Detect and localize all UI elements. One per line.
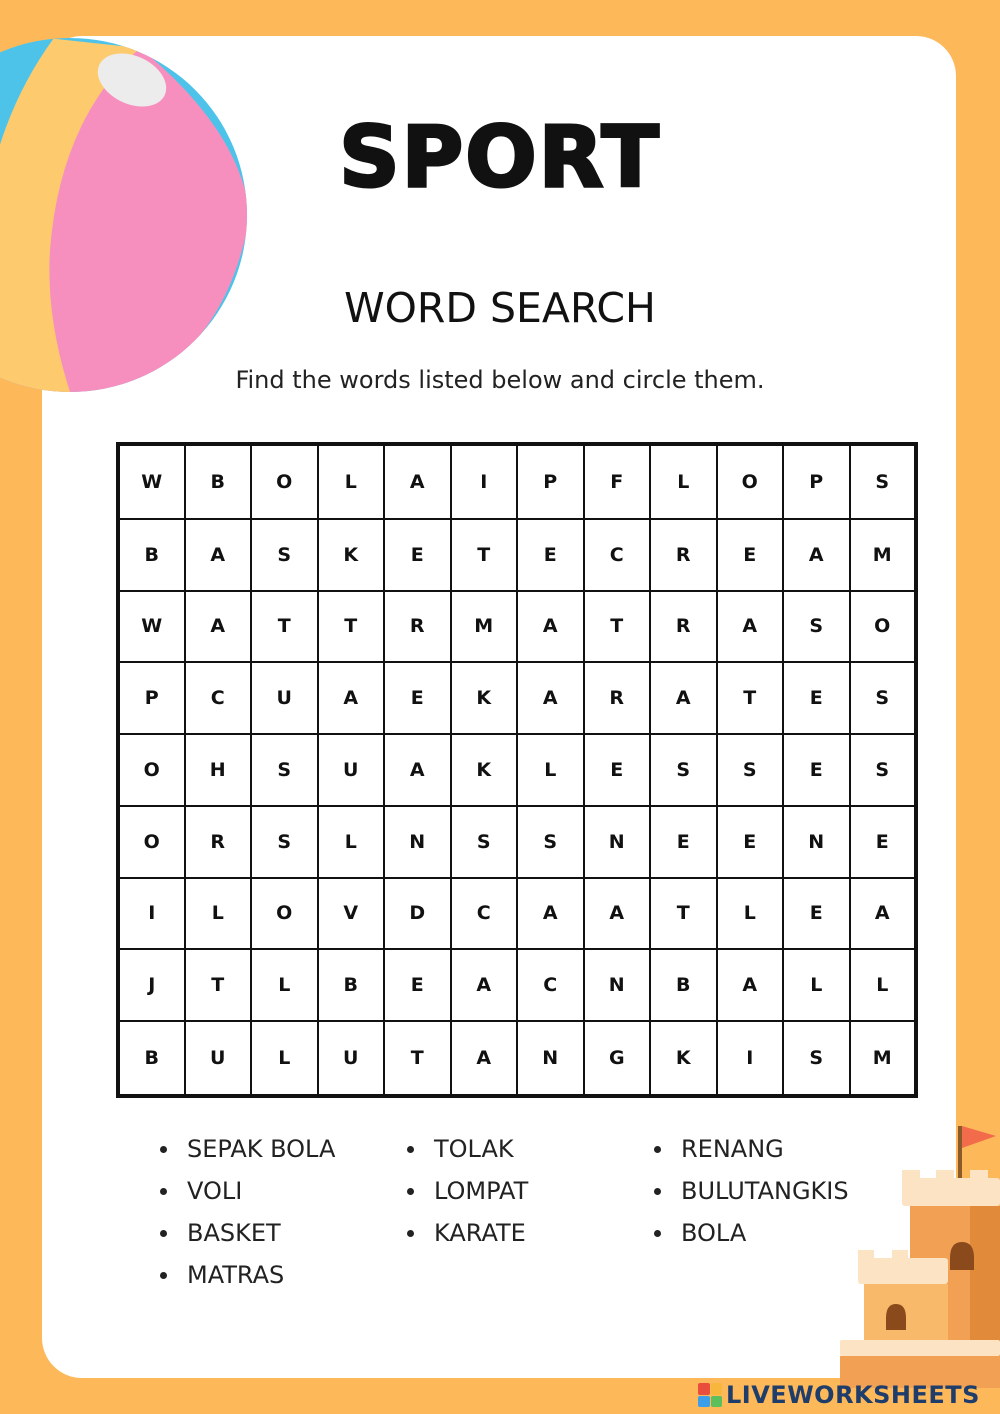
page-title: SPORT bbox=[339, 108, 661, 206]
grid-cell[interactable]: S bbox=[650, 734, 717, 806]
grid-cell[interactable]: S bbox=[850, 662, 917, 734]
grid-cell[interactable]: E bbox=[584, 734, 651, 806]
grid-cell[interactable]: T bbox=[584, 591, 651, 663]
grid-cell[interactable]: R bbox=[384, 591, 451, 663]
grid-cell[interactable]: M bbox=[850, 1021, 917, 1096]
bullet-icon bbox=[407, 1146, 414, 1153]
grid-cell[interactable]: A bbox=[451, 1021, 518, 1096]
grid-cell[interactable]: S bbox=[783, 1021, 850, 1096]
grid-cell[interactable]: S bbox=[251, 806, 318, 878]
grid-cell[interactable]: L bbox=[251, 1021, 318, 1096]
grid-cell[interactable]: O bbox=[717, 444, 784, 519]
grid-cell[interactable]: T bbox=[650, 878, 717, 950]
grid-cell[interactable]: B bbox=[118, 1021, 185, 1096]
grid-row bbox=[118, 519, 916, 591]
word-list-item: KARATE bbox=[407, 1212, 654, 1254]
grid-cell[interactable]: T bbox=[717, 662, 784, 734]
grid-row bbox=[118, 444, 916, 519]
grid-cell[interactable]: T bbox=[384, 1021, 451, 1096]
grid-cell[interactable]: K bbox=[451, 662, 518, 734]
grid-cell[interactable]: R bbox=[650, 591, 717, 663]
bullet-icon bbox=[654, 1146, 661, 1153]
grid-cell[interactable]: T bbox=[451, 519, 518, 591]
grid-cell[interactable]: A bbox=[584, 878, 651, 950]
grid-cell[interactable]: U bbox=[251, 662, 318, 734]
grid-cell[interactable]: E bbox=[384, 949, 451, 1021]
bullet-icon bbox=[654, 1188, 661, 1195]
grid-cell[interactable]: G bbox=[584, 1021, 651, 1096]
grid-cell[interactable]: C bbox=[185, 662, 252, 734]
grid-cell[interactable]: L bbox=[850, 949, 917, 1021]
grid-cell[interactable]: L bbox=[185, 878, 252, 950]
grid-cell[interactable]: D bbox=[384, 878, 451, 950]
grid-cell[interactable]: O bbox=[251, 444, 318, 519]
grid-cell[interactable]: A bbox=[517, 662, 584, 734]
grid-row bbox=[118, 1021, 916, 1096]
word-list-item: LOMPAT bbox=[407, 1170, 654, 1212]
grid-cell[interactable]: O bbox=[850, 591, 917, 663]
word-list bbox=[160, 1128, 900, 1298]
grid-cell[interactable]: S bbox=[517, 806, 584, 878]
grid-cell[interactable]: A bbox=[185, 519, 252, 591]
word-list-item: BASKET bbox=[160, 1212, 407, 1254]
grid-cell[interactable]: B bbox=[118, 519, 185, 591]
grid-cell[interactable]: T bbox=[185, 949, 252, 1021]
grid-cell[interactable]: E bbox=[717, 519, 784, 591]
grid-cell[interactable]: S bbox=[251, 734, 318, 806]
grid-cell[interactable]: T bbox=[318, 591, 385, 663]
grid-cell[interactable]: L bbox=[650, 444, 717, 519]
word-list-item: VOLI bbox=[160, 1170, 407, 1212]
grid-cell[interactable]: E bbox=[384, 662, 451, 734]
grid-cell[interactable]: P bbox=[783, 444, 850, 519]
grid-cell[interactable]: L bbox=[717, 878, 784, 950]
grid-cell[interactable]: L bbox=[783, 949, 850, 1021]
watermark-text: LIVEWORKSHEETS bbox=[726, 1381, 980, 1409]
grid-cell[interactable]: S bbox=[783, 591, 850, 663]
beach-ball-icon bbox=[0, 0, 260, 420]
grid-cell[interactable]: K bbox=[451, 734, 518, 806]
bullet-icon bbox=[407, 1230, 414, 1237]
bullet-icon bbox=[160, 1230, 167, 1237]
grid-row bbox=[118, 878, 916, 950]
grid-cell[interactable]: A bbox=[517, 878, 584, 950]
grid-cell[interactable]: E bbox=[650, 806, 717, 878]
grid-cell[interactable]: E bbox=[783, 662, 850, 734]
grid-cell[interactable]: A bbox=[783, 519, 850, 591]
grid-cell[interactable]: N bbox=[584, 806, 651, 878]
grid-cell[interactable]: I bbox=[118, 878, 185, 950]
grid-cell[interactable]: I bbox=[717, 1021, 784, 1096]
grid-cell[interactable]: C bbox=[451, 878, 518, 950]
grid-cell[interactable]: N bbox=[783, 806, 850, 878]
word-list-item: SEPAK BOLA bbox=[160, 1128, 407, 1170]
grid-cell[interactable]: W bbox=[118, 444, 185, 519]
grid-cell[interactable]: A bbox=[717, 949, 784, 1021]
grid-cell[interactable]: A bbox=[384, 444, 451, 519]
grid-cell[interactable]: S bbox=[850, 444, 917, 519]
grid-cell[interactable]: P bbox=[118, 662, 185, 734]
grid-cell[interactable]: E bbox=[517, 519, 584, 591]
grid-cell[interactable]: B bbox=[185, 444, 252, 519]
grid-cell[interactable]: L bbox=[318, 444, 385, 519]
word-list-item: RENANG bbox=[654, 1128, 900, 1170]
word-search-grid[interactable] bbox=[116, 442, 918, 1098]
grid-cell[interactable]: H bbox=[185, 734, 252, 806]
grid-cell[interactable]: B bbox=[318, 949, 385, 1021]
grid-cell[interactable]: K bbox=[318, 519, 385, 591]
grid-cell[interactable]: N bbox=[384, 806, 451, 878]
grid-cell[interactable]: P bbox=[517, 444, 584, 519]
grid-cell[interactable]: U bbox=[185, 1021, 252, 1096]
grid-cell[interactable]: R bbox=[650, 519, 717, 591]
grid-row bbox=[118, 734, 916, 806]
grid-cell[interactable]: K bbox=[650, 1021, 717, 1096]
grid-cell[interactable]: F bbox=[584, 444, 651, 519]
grid-cell[interactable]: A bbox=[517, 591, 584, 663]
grid-cell[interactable]: E bbox=[717, 806, 784, 878]
grid-cell[interactable]: I bbox=[451, 444, 518, 519]
grid-cell[interactable]: A bbox=[185, 591, 252, 663]
bullet-icon bbox=[160, 1272, 167, 1279]
grid-cell[interactable]: E bbox=[850, 806, 917, 878]
bullet-icon bbox=[407, 1188, 414, 1195]
watermark bbox=[698, 1378, 980, 1412]
grid-cell[interactable]: L bbox=[318, 806, 385, 878]
grid-cell[interactable]: J bbox=[118, 949, 185, 1021]
grid-cell[interactable]: A bbox=[384, 734, 451, 806]
word-list-item: BOLA bbox=[654, 1212, 900, 1254]
grid-cell[interactable]: W bbox=[118, 591, 185, 663]
word-list-item: BULUTANGKIS bbox=[654, 1170, 900, 1212]
grid-cell[interactable]: U bbox=[318, 734, 385, 806]
grid-cell[interactable]: N bbox=[584, 949, 651, 1021]
grid-cell[interactable]: E bbox=[384, 519, 451, 591]
grid-cell[interactable]: S bbox=[451, 806, 518, 878]
grid-cell[interactable]: O bbox=[118, 806, 185, 878]
grid-cell[interactable]: A bbox=[318, 662, 385, 734]
page-subtitle: WORD SEARCH bbox=[344, 284, 656, 332]
grid-cell[interactable]: L bbox=[517, 734, 584, 806]
grid-cell[interactable]: L bbox=[251, 949, 318, 1021]
grid-cell[interactable]: S bbox=[850, 734, 917, 806]
grid-cell[interactable]: O bbox=[251, 878, 318, 950]
word-list-item: MATRAS bbox=[160, 1254, 407, 1296]
grid-cell[interactable]: B bbox=[650, 949, 717, 1021]
grid-cell[interactable]: A bbox=[451, 949, 518, 1021]
grid-row bbox=[118, 806, 916, 878]
grid-cell[interactable]: S bbox=[251, 519, 318, 591]
grid-row bbox=[118, 591, 916, 663]
grid-row bbox=[118, 949, 916, 1021]
grid-cell[interactable]: C bbox=[584, 519, 651, 591]
grid-cell[interactable]: A bbox=[850, 878, 917, 950]
grid-cell[interactable]: O bbox=[118, 734, 185, 806]
grid-cell[interactable]: S bbox=[717, 734, 784, 806]
grid-cell[interactable]: T bbox=[251, 591, 318, 663]
grid-cell[interactable]: R bbox=[584, 662, 651, 734]
instruction-text: Find the words listed below and circle them. bbox=[235, 366, 765, 394]
grid-cell[interactable]: N bbox=[517, 1021, 584, 1096]
grid-cell[interactable]: U bbox=[318, 1021, 385, 1096]
grid-cell[interactable]: M bbox=[850, 519, 917, 591]
grid-cell[interactable]: A bbox=[717, 591, 784, 663]
grid-cell[interactable]: C bbox=[517, 949, 584, 1021]
bullet-icon bbox=[160, 1146, 167, 1153]
grid-cell[interactable]: V bbox=[318, 878, 385, 950]
grid-cell[interactable]: R bbox=[185, 806, 252, 878]
liveworksheets-logo-icon bbox=[698, 1383, 722, 1407]
grid-cell[interactable]: E bbox=[783, 734, 850, 806]
bullet-icon bbox=[654, 1230, 661, 1237]
grid-cell[interactable]: E bbox=[783, 878, 850, 950]
sandcastle-icon bbox=[840, 1118, 1000, 1388]
grid-cell[interactable]: M bbox=[451, 591, 518, 663]
word-list-item: TOLAK bbox=[407, 1128, 654, 1170]
grid-row bbox=[118, 662, 916, 734]
grid-cell[interactable]: A bbox=[650, 662, 717, 734]
bullet-icon bbox=[160, 1188, 167, 1195]
